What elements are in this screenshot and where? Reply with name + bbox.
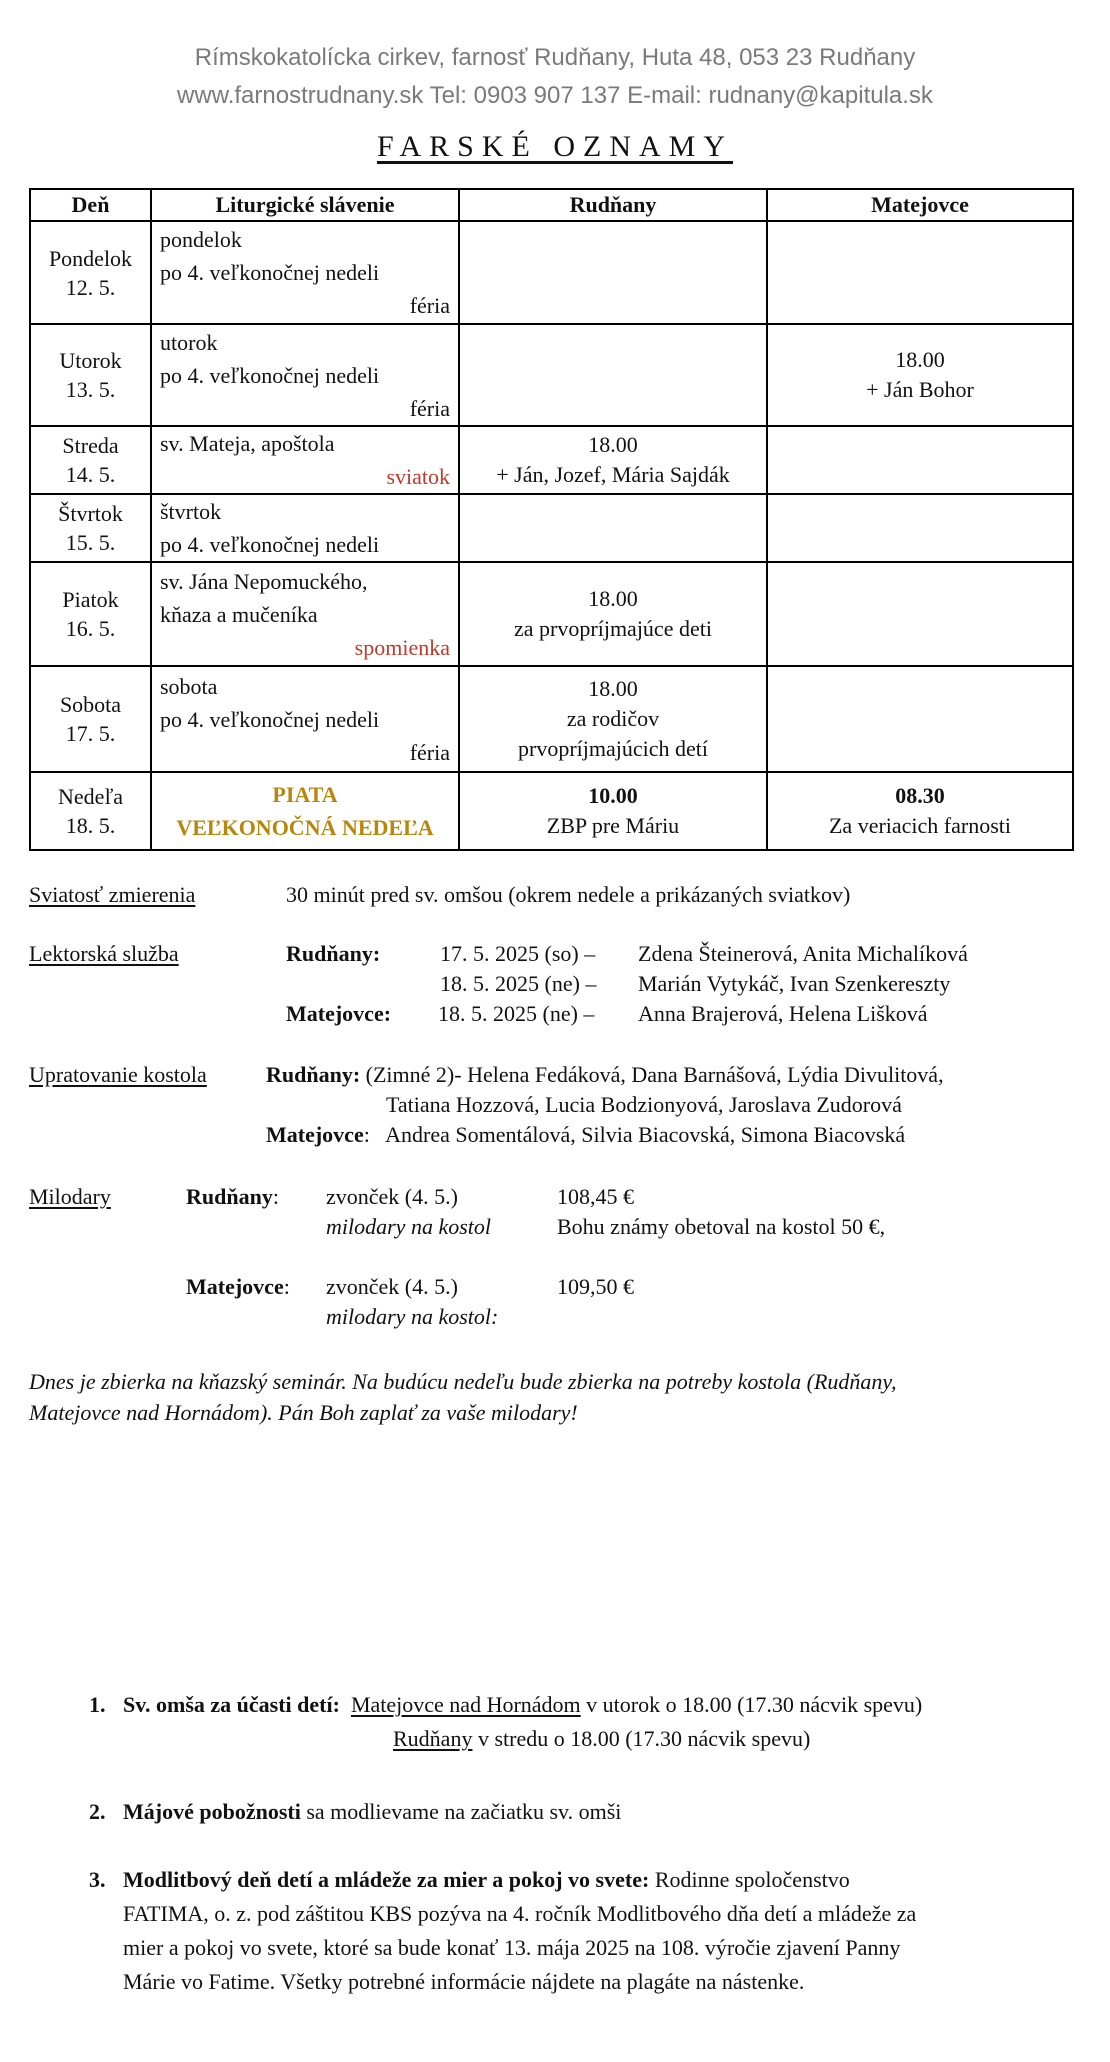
- lectors-matejovce-label: Matejovce:: [286, 1001, 392, 1026]
- matejovce-cell: [767, 562, 1073, 666]
- liturgy-cell: sobota po 4. veľkonočnej nedeli féria: [151, 666, 459, 772]
- header-line-1: Rímskokatolícka cirkev, farnosť Rudňany, Huta 48, 053 23 Rudňany: [194, 44, 916, 71]
- day-cell: Utorok 13. 5.: [30, 324, 151, 426]
- col-header-rudnany: Rudňany: [459, 189, 767, 221]
- liturgy-cell: utorok po 4. veľkonočnej nedeli féria: [151, 324, 459, 426]
- offerings-bell-amount: 108,45 €: [557, 1184, 634, 1209]
- offerings-bell: zvonček (4. 5.): [326, 1274, 458, 1299]
- day-cell: Nedeľa 18. 5.: [30, 772, 151, 850]
- offerings-label: Milodary: [29, 1184, 111, 1209]
- lectors-date: 17. 5. 2025 (so) –: [440, 941, 596, 966]
- lectors-names: Marián Vytykáč, Ivan Szenkereszty: [638, 971, 951, 996]
- table-row: [30, 324, 1073, 426]
- liturgy-cell: štvrtok po 4. veľkonočnej nedeli: [151, 494, 459, 562]
- cleaning-matejovce: Matejovce: Andrea Somentálová, Silvia Biacovská, Simona Biacovská: [266, 1122, 906, 1147]
- lectors-names: Zdena Šteinerová, Anita Michalíková: [638, 941, 968, 966]
- offerings-bell-amount: 109,50 €: [557, 1274, 634, 1299]
- offerings-church: milodary na kostol: [326, 1214, 491, 1239]
- cleaning-label: Upratovanie kostola: [29, 1062, 207, 1087]
- page-title: FARSKÉ OZNAMY: [377, 130, 733, 163]
- cleaning-rudnany: Rudňany: (Zimné 2)- Helena Fedáková, Dana Barnášová, Lýdia Divulitová,: [266, 1062, 944, 1087]
- table-row: [30, 221, 1073, 324]
- table-header-row: [30, 189, 1073, 221]
- lectors-date: 18. 5. 2025 (ne) –: [440, 971, 597, 996]
- offerings-church: milodary na kostol:: [326, 1304, 499, 1329]
- schedule-table: [29, 188, 1074, 851]
- day-cell: Streda 14. 5.: [30, 426, 151, 494]
- rudnany-cell: [459, 221, 767, 324]
- announcement-2: 2. Májové pobožnosti sa modlievame na začiatku sv. omši: [89, 1799, 622, 1824]
- announcement-3: 3. Modlitbový deň detí a mládeže za mier a pokoj vo svete: Rodinne spoločenstvo FATIMA, o. z. pod záštitou KBS pozýva na 4. ročník Modlitbového dňa detí a mládeže za mier a pokoj vo svete, ktoré sa bude konať 13. mája 2025 na 108. výročie zjavení Panny Márie vo Fatime. Všetky potrebné informácie nájdete na plagáte na nástenke.: [89, 1867, 917, 1994]
- cleaning-rudnany-cont: Tatiana Hozzová, Lucia Bodzionyová, Jaroslava Zudorová: [386, 1092, 902, 1117]
- lectors-rudnany-label: Rudňany:: [286, 941, 381, 966]
- day-cell: Piatok 16. 5.: [30, 562, 151, 666]
- liturgy-cell: pondelok po 4. veľkonočnej nedeli féria: [151, 221, 459, 324]
- rudnany-cell: 18.00 za rodičov prvopríjmajúcich detí: [459, 666, 767, 772]
- liturgy-cell: sv. Jána Nepomuckého, kňaza a mučeníka spomienka: [151, 562, 459, 666]
- table-row: [30, 666, 1073, 772]
- offerings-church-text: Bohu známy obetoval na kostol 50 €,: [557, 1214, 886, 1239]
- rudnany-cell: [459, 324, 767, 426]
- matejovce-cell: [767, 494, 1073, 562]
- day-cell: Štvrtok 15. 5.: [30, 494, 151, 562]
- confession-label: Sviatosť zmierenia: [29, 882, 196, 907]
- rudnany-cell: 18.00 za prvopríjmajúce deti: [459, 562, 767, 666]
- col-header-day: Deň: [30, 189, 151, 221]
- matejovce-cell: [767, 426, 1073, 494]
- table-row: [30, 426, 1073, 494]
- day-cell: Pondelok 12. 5.: [30, 221, 151, 324]
- announcement-1: 1. Sv. omša za účasti detí: Matejovce nad Hornádom v utorok o 18.00 (17.30 nácvik spevu) Rudňany v stredu o 18.00 (17.30 nácvik spevu): [89, 1692, 923, 1751]
- col-header-matejovce: Matejovce: [767, 189, 1073, 221]
- collection-note: Dnes je zbierka na kňazský seminár. Na budúcu nedeľu bude zbierka na potreby kostola (Rudňany, Matejovce nad Hornádom). Pán Boh zaplať za vaše milodary!: [29, 1369, 897, 1425]
- day-cell: Sobota 17. 5.: [30, 666, 151, 772]
- rudnany-cell: 10.00 ZBP pre Máriu: [459, 772, 767, 850]
- offerings-bell: zvonček (4. 5.): [326, 1184, 458, 1209]
- liturgy-cell: sv. Mateja, apoštola sviatok: [151, 426, 459, 494]
- matejovce-cell: 08.30 Za veriacich farnosti: [767, 772, 1073, 850]
- matejovce-cell: [767, 221, 1073, 324]
- table-row: [30, 562, 1073, 666]
- matejovce-cell: [767, 666, 1073, 772]
- lectors-names: Anna Brajerová, Helena Lišková: [638, 1001, 928, 1026]
- lectors-date: 18. 5. 2025 (ne) –: [438, 1001, 595, 1026]
- offerings-rudnany-label: Rudňany:: [186, 1184, 279, 1209]
- table-row: [30, 772, 1073, 850]
- offerings-matejovce-label: Matejovce:: [186, 1274, 290, 1299]
- lectors-label: Lektorská služba: [29, 941, 179, 966]
- table-row: [30, 494, 1073, 562]
- col-header-liturgy: Liturgické slávenie: [151, 189, 459, 221]
- rudnany-cell: 18.00 + Ján, Jozef, Mária Sajdák: [459, 426, 767, 494]
- liturgy-cell: PIATA VEĽKONOČNÁ NEDEĽA: [151, 772, 459, 850]
- confession-text: 30 minút pred sv. omšou (okrem nedele a prikázaných sviatkov): [286, 882, 851, 907]
- header-line-2: www.farnostrudnany.sk Tel: 0903 907 137 E-mail: rudnany@kapitula.sk: [177, 82, 933, 109]
- rudnany-cell: [459, 494, 767, 562]
- matejovce-cell: 18.00 + Ján Bohor: [767, 324, 1073, 426]
